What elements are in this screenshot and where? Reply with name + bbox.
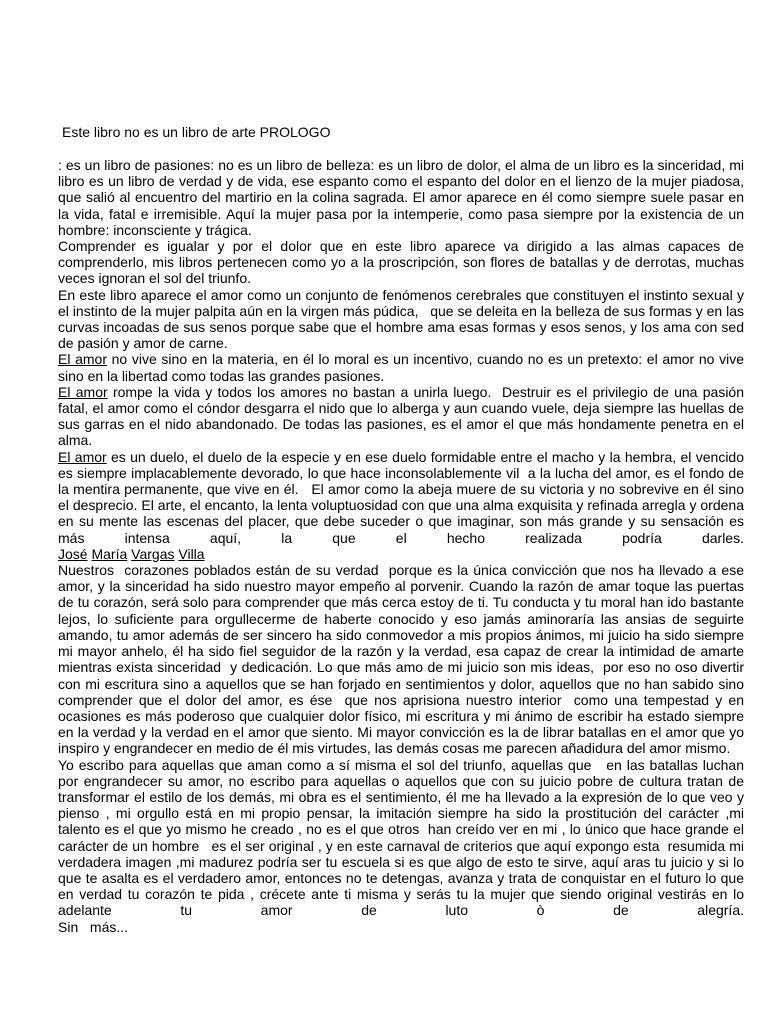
underlined-lead: El amor <box>58 351 107 368</box>
signature-word: María <box>91 545 128 562</box>
signature-word: Villa <box>178 545 205 562</box>
document-title: Este libro no es un libro de arte PROLOGO <box>62 124 331 140</box>
paragraph-intro: : es un libro de pasiones: no es un libro de belleza: es un libro de dolor, el alma de un libro es la sinceridad, mi libro es un libro de verdad y de vida, ese espanto como el espanto del dolor en el lienzo de la mujer piadosa, que salió al encuentro del martirio en la colina sagrada. El amor aparece en él como siempre suele pasar en la vida, fatal e irremisible. Aquí la mujer pasa por la intemperie, como pasa siempre por la existencia de un hombre: inconsciente y trágica. <box>58 157 748 238</box>
paragraph-corazones: Nuestros corazones poblados están de su verdad porque es la única convicción que nos ha llevado a ese amor, y la sinceridad ha sido nuestro mayor empeño al porvenir. Cuando la razón de amar toque las puertas de tu corazón, será solo para comprender que más cerca estoy de ti. Tu conducta y tu moral han ido bastante lejos, lo suficiente para orgullecerme de haberte conocido y eso jamás aminoraría las ansias de seguirte amando, tu amor además de ser sincero ha sido conmovedor a mis propios ánimos, mi juicio ha sido siempre mi mayor anhelo, él ha sido fiel seguidor de la razón y la verdad, esa capaz de crear la intimidad de amarte mientras exista sinceridad y dedicación. Lo que más amo de mi juicio son mis ideas, por eso no oso divertir con mi escritura sino a aquellos que se han forjado en sentimientos y dolor, aquellos que no han sabido sino comprender que el dolor del amor, es ése que nos aprisiona nuestro interior como una tempestad y en ocasiones es más poderoso que cualquier dolor físico, mi escritura y mi ánimo de escribir ha estado siempre en la verdad y la verdad en el amor que siento. Mi mayor convicción es la de librar batallas en el amor que yo inspiro y engrandecer en medio de él mis virtudes, las demás cosas me parecen añadidura del amor mismo. <box>58 562 748 757</box>
underlined-lead: El amor <box>58 383 108 400</box>
paragraph-body: es un duelo, el duelo de la especie y en ese duelo formidable entre el macho y la hembra, el vencido es siempre implacablemente devorado, lo que hace inconsolablemente vil a la lucha del amor, es el fondo de la mentira permanente, que vive en él. El amor como la abeja muere de su victoria y no sobrevive en él sino el desprecio. El arte, el encanto, la lenta voluptuosidad con que una alma exquisita y refinada arregla y ordena en su mente las escenas del placer, que debe suceder o que imaginar, son más grande y su sensación es más intensa aquí, la que el hecho realizada podría darles. <box>58 448 748 546</box>
signature-word: Vargas <box>131 545 175 562</box>
paragraph-body: rompe la vida y todos los amores no bastan a unirla luego. Destruir es el privilegio de una pasión fatal, el amor como el cóndor desgarra el nido que lo alberga y aun cuando vuele, deja siempre las huellas de sus garras en el nido abandonado. De todas las pasiones, es el amor el que más hondamente penetra en el alma. <box>58 383 748 449</box>
paragraph-comprender: Comprender es igualar y por el dolor que en este libro aparece va dirigido a las almas capaces de comprenderlo, mis libros pertenecen como yo a la proscripción, son flores de batallas y de derrotas, muchas veces ignoran el sol del triunfo. <box>58 238 748 287</box>
paragraph-amor-rompe <box>58 383 748 449</box>
paragraph-amor-materia <box>58 351 748 384</box>
signature-word: José <box>58 545 88 562</box>
underlined-lead: El amor <box>58 448 107 465</box>
paragraph-closing: Sin más... <box>58 918 129 935</box>
paragraph-amor-duelo <box>58 448 748 546</box>
paragraph-body: no vive sino en la materia, en él lo moral es un incentivo, cuando no es un pretexto: el amor no vive sino en la libertad como todas las grandes pasiones. <box>58 351 748 384</box>
paragraph-instinto: En este libro aparece el amor como un conjunto de fenómenos cerebrales que constituyen el instinto sexual y el instinto de la mujer palpita aún en la virgen más púdica, que se deleita en la belleza de sus formas y en las curvas incoadas de sus senos porque sabe que el hombre ama esas formas y esos senos, y los ama con sed de pasión y amor de carne. <box>58 286 748 352</box>
author-signature <box>58 546 744 562</box>
paragraph-yo-escribo: Yo escribo para aquellas que aman como a sí misma el sol del triunfo, aquellas que en las batallas luchan por engrandecer su amor, no escribo para aquellas o aquellos que con su juicio pobre de cultura tratan de transformar el estilo de los demás, mi obra es el sentimiento, él me ha llevado a la expresión de lo que veo y pienso , mi orgullo está en mi propio pensar, la imitación siempre ha sido la prostitución del carácter ,mi talento es el que yo mismo he creado , no es el que otros han creído ver en mi , lo único que hace grande el carácter de un hombre es el ser original , y en este carnaval de criterios que aquí expongo esta resumida mi verdadera imagen ,mi madurez podría ser tu escuela si es que algo de esto te sirve, aquí aras tu juicio y si lo que te asalta es el verdadero amor, entonces no te detengas, avanza y trata de conquistar en el futuro lo que en verdad tu corazón te pida , crécete ante ti misma y serás tu la mujer que siendo original vestirás en lo adelante tu amor de luto ò de alegría. <box>58 756 748 919</box>
